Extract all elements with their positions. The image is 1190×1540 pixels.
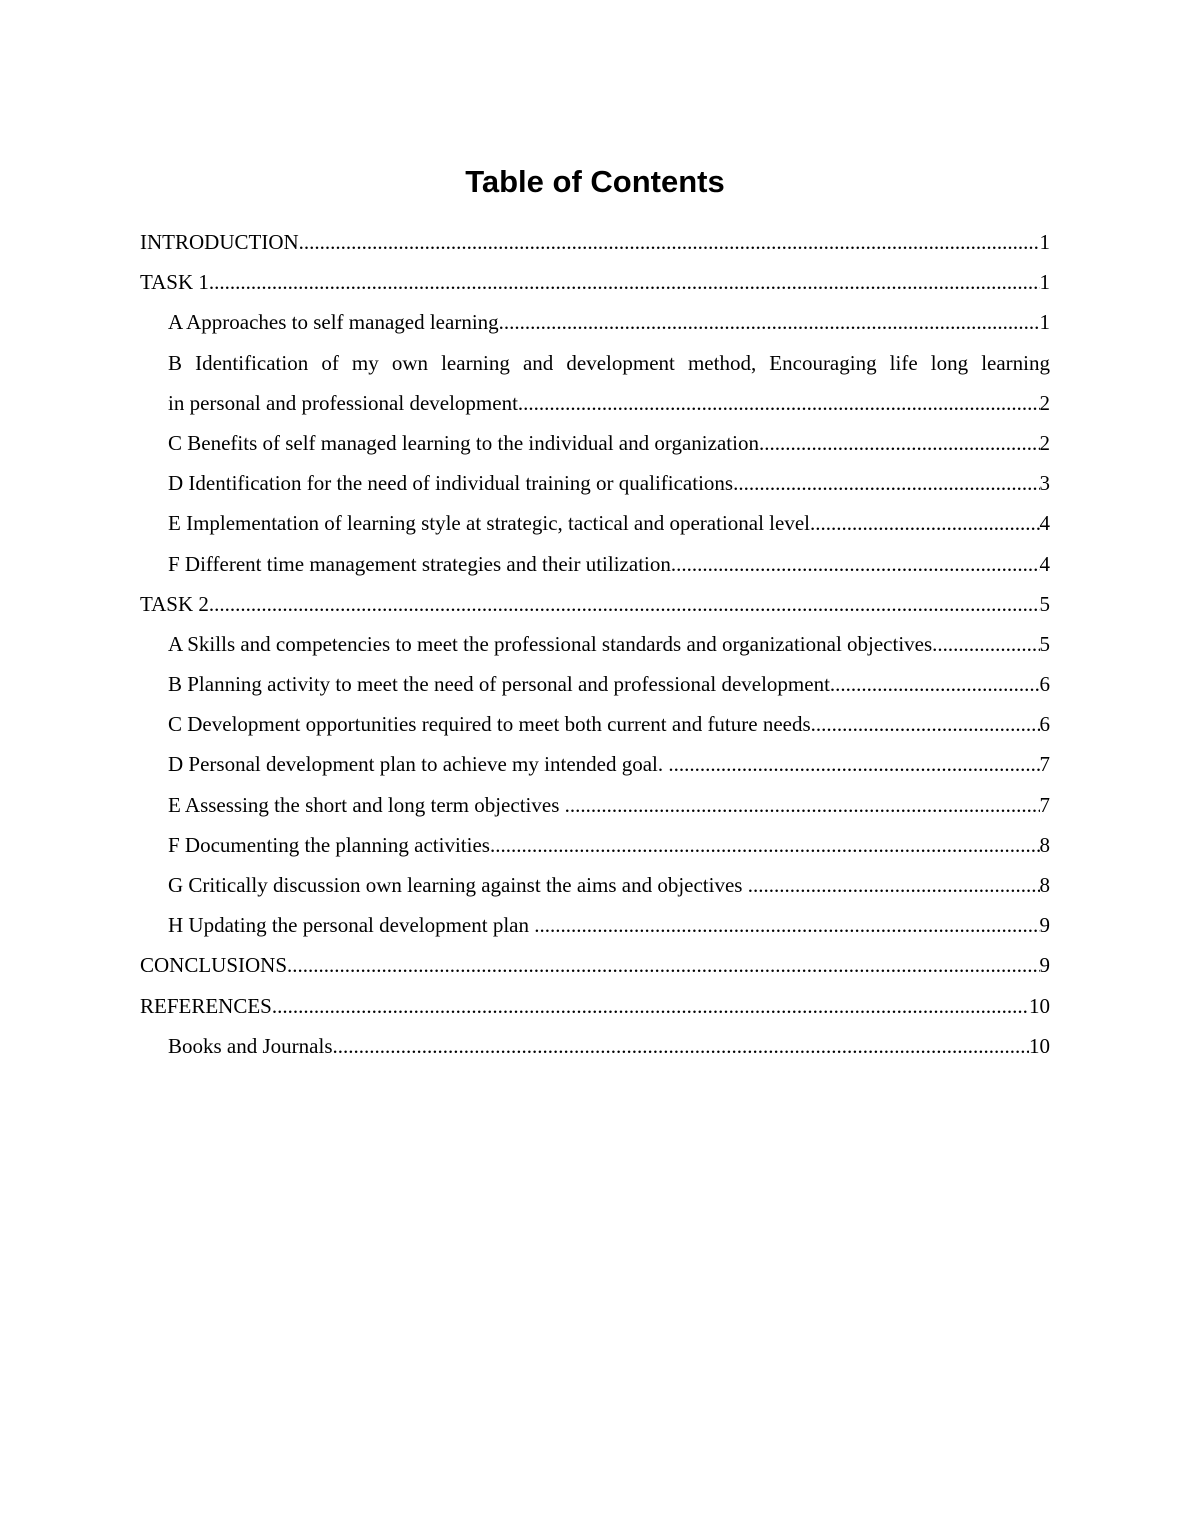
toc-entry-task-1-f[interactable] xyxy=(140,544,1050,584)
toc-entry-books-and-journals[interactable] xyxy=(140,1026,1050,1066)
toc-entry-introduction[interactable] xyxy=(140,222,1050,262)
toc-dot-leader xyxy=(733,463,1039,503)
toc-page-number: 7 xyxy=(1039,792,1050,817)
toc-dot-leader xyxy=(810,503,1040,543)
toc-page-number: 9 xyxy=(1039,913,1050,938)
toc-entry-task-2-a[interactable] xyxy=(140,624,1050,664)
toc-dot-leader xyxy=(287,945,1039,985)
toc-entry-task-2-d[interactable] xyxy=(140,744,1050,784)
toc-entry-text: in personal and professional development xyxy=(168,390,518,415)
toc-page-number: 6 xyxy=(1039,672,1050,697)
toc-entry-text: E Assessing the short and long term objectives xyxy=(168,792,565,817)
toc-entry-continuation xyxy=(140,383,1050,423)
toc-page-number: 8 xyxy=(1039,832,1050,857)
toc-entry-task-2-f[interactable] xyxy=(140,825,1050,865)
toc-entry-text: REFERENCES xyxy=(140,993,272,1018)
toc-entry-text: C Benefits of self managed learning to the individual and organization xyxy=(168,430,759,455)
toc-entry-references[interactable] xyxy=(140,986,1050,1026)
toc-dot-leader xyxy=(830,664,1040,704)
toc-page-number: 1 xyxy=(1039,270,1050,295)
toc-entry-text: B Planning activity to meet the need of personal and professional development xyxy=(168,672,830,697)
toc-entry-text: A Skills and competencies to meet the professional standards and organizational objectives xyxy=(168,631,933,656)
toc-entry-text: E Implementation of learning style at strategic, tactical and operational level xyxy=(168,511,810,536)
toc-entry-text: G Critically discussion own learning against the aims and objectives xyxy=(168,873,748,897)
toc-page-number: 6 xyxy=(1039,712,1050,737)
toc-entry-text: C Development opportunities required to meet both current and future needs xyxy=(168,712,811,737)
toc-page-number: 9 xyxy=(1039,953,1050,978)
toc-page-number: 5 xyxy=(1039,631,1050,656)
toc-entry-text: F Different time management strategies and their utilization xyxy=(168,551,671,576)
toc-entry-task-2-c[interactable] xyxy=(140,704,1050,744)
toc-dot-leader xyxy=(671,544,1040,584)
toc-dot-leader xyxy=(534,905,1039,945)
toc-dot-leader xyxy=(565,785,1040,825)
toc-entry-task-1-c[interactable] xyxy=(140,423,1050,463)
toc-entry-task-1[interactable] xyxy=(140,262,1050,302)
toc-dot-leader xyxy=(209,262,1040,302)
toc-dot-leader xyxy=(518,383,1040,423)
toc-page-number: 1 xyxy=(1039,230,1050,254)
toc-page-number: 1 xyxy=(1039,310,1050,335)
toc-page-number: 8 xyxy=(1039,873,1050,897)
toc-entry-task-2[interactable] xyxy=(140,584,1050,624)
toc-page-number: 2 xyxy=(1039,390,1050,415)
toc-entry-text: F Documenting the planning activities xyxy=(168,832,490,857)
toc-entry-task-2-e[interactable] xyxy=(140,785,1050,825)
toc-entry-task-2-h[interactable] xyxy=(140,905,1050,945)
toc-entry-task-1-b[interactable] xyxy=(140,343,1050,423)
toc-entry-task-1-e[interactable] xyxy=(140,503,1050,543)
toc-entry-task-1-a[interactable] xyxy=(140,302,1050,342)
toc-dot-leader xyxy=(490,825,1040,865)
toc-entry-text: CONCLUSIONS xyxy=(140,953,288,978)
toc-entry-conclusions[interactable] xyxy=(140,945,1050,985)
table-of-contents xyxy=(140,222,1050,1066)
toc-page-number: 3 xyxy=(1039,471,1050,496)
toc-page-number: 5 xyxy=(1039,591,1050,616)
toc-dot-leader xyxy=(209,584,1040,624)
toc-page-number: 4 xyxy=(1039,551,1050,576)
toc-entry-text: H Updating the personal development plan xyxy=(168,913,535,938)
toc-entry-text: D Personal development plan to achieve my intended goal. xyxy=(168,752,669,777)
toc-entry-task-2-g[interactable] xyxy=(140,865,1050,905)
toc-entry-text: TASK 2 xyxy=(140,591,209,616)
toc-dot-leader xyxy=(811,704,1040,744)
toc-entry-text: INTRODUCTION xyxy=(140,230,299,254)
toc-page-number: 2 xyxy=(1039,430,1050,455)
toc-page-number: 10 xyxy=(1029,993,1050,1018)
toc-page-number: 4 xyxy=(1039,511,1050,536)
toc-entry-text: Books and Journals xyxy=(168,1033,333,1058)
toc-title: Table of Contents xyxy=(465,164,725,199)
toc-entry-text: D Identification for the need of individual training or qualifications xyxy=(168,471,734,496)
toc-entry-task-2-b[interactable] xyxy=(140,664,1050,704)
toc-dot-leader xyxy=(759,423,1040,463)
toc-dot-leader xyxy=(299,222,1040,262)
toc-entry-task-1-d[interactable] xyxy=(140,463,1050,503)
toc-entry-text: TASK 1 xyxy=(140,270,209,295)
toc-entry-text-first-line: B Identification of my own learning and development method, Encouraging life long learning xyxy=(168,350,1050,375)
toc-dot-leader xyxy=(333,1026,1030,1066)
toc-dot-leader xyxy=(748,865,1040,905)
toc-page-number: 7 xyxy=(1039,752,1050,777)
toc-dot-leader xyxy=(668,744,1039,784)
toc-dot-leader xyxy=(272,986,1029,1026)
toc-entry-text: A Approaches to self managed learning xyxy=(168,310,499,335)
toc-page-number: 10 xyxy=(1029,1033,1050,1058)
toc-dot-leader xyxy=(499,302,1040,342)
toc-dot-leader xyxy=(932,624,1039,664)
